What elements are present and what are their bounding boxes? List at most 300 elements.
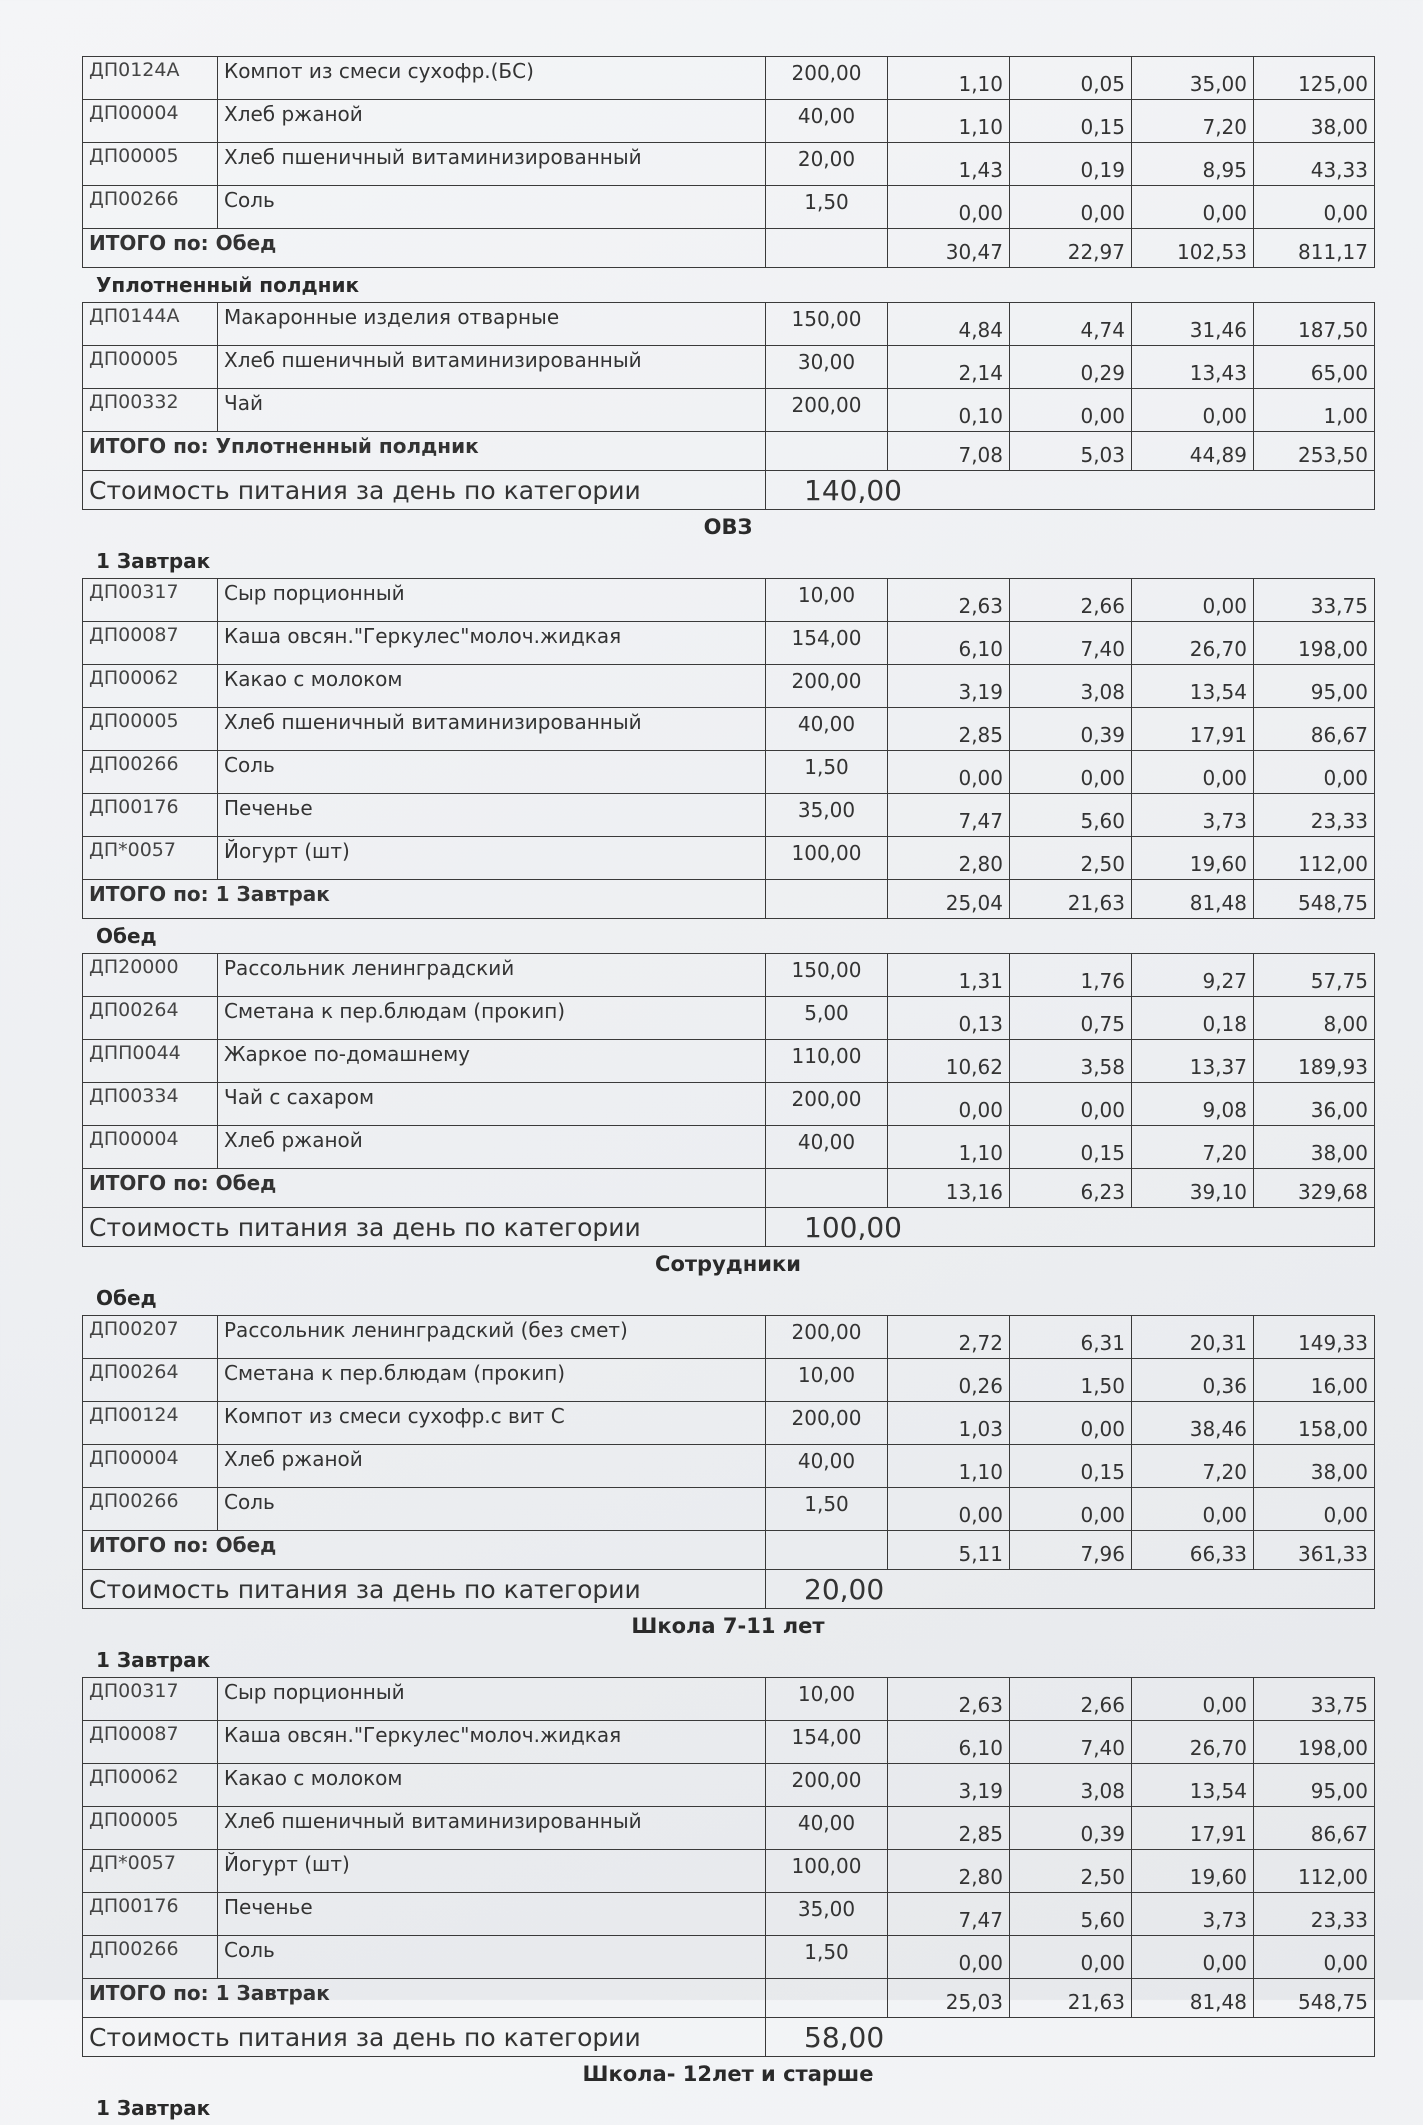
fats: 0,00 <box>1010 751 1132 794</box>
portion-weight: 200,00 <box>766 1402 888 1445</box>
item-code: ДП20000 <box>83 954 218 997</box>
fats: 1,76 <box>1010 954 1132 997</box>
portion-weight: 150,00 <box>766 954 888 997</box>
proteins: 1,31 <box>888 954 1010 997</box>
item-name: Макаронные изделия отварные <box>218 303 766 346</box>
item-name: Каша овсян."Геркулес"молоч.жидкая <box>218 1721 766 1764</box>
portion-weight: 154,00 <box>766 1721 888 1764</box>
calories: 125,00 <box>1254 57 1375 100</box>
portion-weight: 10,00 <box>766 1359 888 1402</box>
proteins: 7,47 <box>888 794 1010 837</box>
item-name: Хлеб пшеничный витаминизированный <box>218 1807 766 1850</box>
carbohydrates: 0,00 <box>1132 579 1254 622</box>
calories: 189,93 <box>1254 1040 1375 1083</box>
portion-weight: 40,00 <box>766 708 888 751</box>
menu-table <box>82 302 1375 510</box>
item-code: ДП00176 <box>83 1893 218 1936</box>
menu-table <box>82 1315 1375 1609</box>
calories: 149,33 <box>1254 1316 1375 1359</box>
proteins: 1,10 <box>888 1126 1010 1169</box>
table-row <box>83 1807 1375 1850</box>
total-proteins: 13,16 <box>888 1169 1010 1208</box>
fats: 0,29 <box>1010 346 1132 389</box>
daily-cost-value: 58,00 <box>766 2018 1375 2057</box>
total-empty-cell <box>766 432 888 471</box>
portion-weight: 1,50 <box>766 751 888 794</box>
item-name: Чай с сахаром <box>218 1083 766 1126</box>
calories: 57,75 <box>1254 954 1375 997</box>
table-row <box>83 1850 1375 1893</box>
item-code: ДП*0057 <box>83 1850 218 1893</box>
total-empty-cell <box>766 880 888 919</box>
calories: 38,00 <box>1254 1126 1375 1169</box>
fats: 5,60 <box>1010 794 1132 837</box>
calories: 16,00 <box>1254 1359 1375 1402</box>
item-code: ДП00266 <box>83 1936 218 1979</box>
table-row <box>83 100 1375 143</box>
item-code: ДП00207 <box>83 1316 218 1359</box>
carbohydrates: 7,20 <box>1132 100 1254 143</box>
carbohydrates: 13,43 <box>1132 346 1254 389</box>
carbohydrates: 17,91 <box>1132 708 1254 751</box>
daily-cost-row <box>83 2018 1375 2057</box>
category-heading: Школа 7-11 лет <box>631 1614 825 1638</box>
portion-weight: 30,00 <box>766 346 888 389</box>
portion-weight: 200,00 <box>766 389 888 432</box>
total-label: ИТОГО по: 1 Завтрак <box>83 880 766 919</box>
table-row <box>83 1936 1375 1979</box>
item-code: ДП*0057 <box>83 837 218 880</box>
item-name: Соль <box>218 751 766 794</box>
fats: 0,00 <box>1010 1936 1132 1979</box>
calories: 198,00 <box>1254 1721 1375 1764</box>
calories: 187,50 <box>1254 303 1375 346</box>
table-row <box>83 1488 1375 1531</box>
item-code: ДП00266 <box>83 1488 218 1531</box>
fats: 2,66 <box>1010 579 1132 622</box>
fats: 6,31 <box>1010 1316 1132 1359</box>
fats: 0,39 <box>1010 1807 1132 1850</box>
meal-heading: 1 Завтрак <box>96 1648 211 1672</box>
item-code: ДПП0044 <box>83 1040 218 1083</box>
daily-cost-row <box>83 1208 1375 1247</box>
calories: 0,00 <box>1254 186 1375 229</box>
carbohydrates: 17,91 <box>1132 1807 1254 1850</box>
item-code: ДП00264 <box>83 1359 218 1402</box>
calories: 112,00 <box>1254 1850 1375 1893</box>
table-row <box>83 1083 1375 1126</box>
proteins: 0,00 <box>888 751 1010 794</box>
item-code: ДП00005 <box>83 346 218 389</box>
proteins: 3,19 <box>888 665 1010 708</box>
item-name: Чай <box>218 389 766 432</box>
table-row <box>83 954 1375 997</box>
proteins: 2,14 <box>888 346 1010 389</box>
proteins: 2,85 <box>888 708 1010 751</box>
portion-weight: 1,50 <box>766 186 888 229</box>
item-code: ДП00087 <box>83 622 218 665</box>
item-code: ДП00005 <box>83 143 218 186</box>
proteins: 1,10 <box>888 1445 1010 1488</box>
calories: 23,33 <box>1254 1893 1375 1936</box>
fats: 0,05 <box>1010 57 1132 100</box>
total-label: ИТОГО по: Обед <box>83 1169 766 1208</box>
calories: 8,00 <box>1254 997 1375 1040</box>
carbohydrates: 13,54 <box>1132 1764 1254 1807</box>
menu-table <box>82 953 1375 1247</box>
carbohydrates: 3,73 <box>1132 794 1254 837</box>
table-row <box>83 794 1375 837</box>
table-row <box>83 143 1375 186</box>
fats: 0,15 <box>1010 100 1132 143</box>
fats: 3,58 <box>1010 1040 1132 1083</box>
portion-weight: 40,00 <box>766 1445 888 1488</box>
item-name: Жаркое по-домашнему <box>218 1040 766 1083</box>
item-name: Сметана к пер.блюдам (прокип) <box>218 997 766 1040</box>
total-label: ИТОГО по: Уплотненный полдник <box>83 432 766 471</box>
calories: 198,00 <box>1254 622 1375 665</box>
proteins: 2,63 <box>888 579 1010 622</box>
proteins: 0,10 <box>888 389 1010 432</box>
calories: 43,33 <box>1254 143 1375 186</box>
daily-cost-label: Стоимость питания за день по категории <box>83 471 766 510</box>
carbohydrates: 0,00 <box>1132 1488 1254 1531</box>
menu-table <box>82 1677 1375 2057</box>
carbohydrates: 19,60 <box>1132 1850 1254 1893</box>
fats: 7,40 <box>1010 622 1132 665</box>
category-heading: Сотрудники <box>655 1252 801 1276</box>
portion-weight: 200,00 <box>766 1764 888 1807</box>
fats: 0,00 <box>1010 1402 1132 1445</box>
total-carbohydrates: 39,10 <box>1132 1169 1254 1208</box>
proteins: 3,19 <box>888 1764 1010 1807</box>
table-row <box>83 837 1375 880</box>
item-name: Сметана к пер.блюдам (прокип) <box>218 1359 766 1402</box>
table-row <box>83 346 1375 389</box>
proteins: 0,00 <box>888 1083 1010 1126</box>
fats: 7,40 <box>1010 1721 1132 1764</box>
calories: 33,75 <box>1254 1678 1375 1721</box>
item-name: Йогурт (шт) <box>218 837 766 880</box>
portion-weight: 10,00 <box>766 1678 888 1721</box>
item-name: Соль <box>218 186 766 229</box>
table-row <box>83 57 1375 100</box>
proteins: 2,63 <box>888 1678 1010 1721</box>
item-name: Рассольник ленинградский <box>218 954 766 997</box>
portion-weight: 100,00 <box>766 1850 888 1893</box>
item-name: Компот из смеси сухофр.с вит С <box>218 1402 766 1445</box>
carbohydrates: 38,46 <box>1132 1402 1254 1445</box>
table-row <box>83 997 1375 1040</box>
carbohydrates: 7,20 <box>1132 1445 1254 1488</box>
proteins: 1,03 <box>888 1402 1010 1445</box>
table-row <box>83 708 1375 751</box>
fats: 0,19 <box>1010 143 1132 186</box>
calories: 0,00 <box>1254 1936 1375 1979</box>
item-code: ДП00334 <box>83 1083 218 1126</box>
item-name: Печенье <box>218 794 766 837</box>
total-label: ИТОГО по: Обед <box>83 1531 766 1570</box>
portion-weight: 150,00 <box>766 303 888 346</box>
carbohydrates: 31,46 <box>1132 303 1254 346</box>
item-code: ДП00004 <box>83 1126 218 1169</box>
fats: 3,08 <box>1010 665 1132 708</box>
total-carbohydrates: 81,48 <box>1132 880 1254 919</box>
calories: 86,67 <box>1254 708 1375 751</box>
total-label: ИТОГО по: 1 Завтрак <box>83 1979 766 2018</box>
portion-weight: 40,00 <box>766 1126 888 1169</box>
table-row <box>83 389 1375 432</box>
total-row <box>83 880 1375 919</box>
total-carbohydrates: 66,33 <box>1132 1531 1254 1570</box>
calories: 38,00 <box>1254 100 1375 143</box>
total-empty-cell <box>766 1531 888 1570</box>
fats: 2,50 <box>1010 837 1132 880</box>
calories: 65,00 <box>1254 346 1375 389</box>
item-name: Хлеб пшеничный витаминизированный <box>218 346 766 389</box>
calories: 0,00 <box>1254 1488 1375 1531</box>
portion-weight: 10,00 <box>766 579 888 622</box>
daily-cost-label: Стоимость питания за день по категории <box>83 2018 766 2057</box>
proteins: 0,26 <box>888 1359 1010 1402</box>
fats: 0,00 <box>1010 1488 1132 1531</box>
item-code: ДП00005 <box>83 1807 218 1850</box>
carbohydrates: 3,73 <box>1132 1893 1254 1936</box>
table-row <box>83 1721 1375 1764</box>
fats: 1,50 <box>1010 1359 1132 1402</box>
item-name: Соль <box>218 1936 766 1979</box>
item-code: ДП00087 <box>83 1721 218 1764</box>
portion-weight: 40,00 <box>766 1807 888 1850</box>
carbohydrates: 0,00 <box>1132 389 1254 432</box>
total-calories: 361,33 <box>1254 1531 1375 1570</box>
calories: 1,00 <box>1254 389 1375 432</box>
calories: 38,00 <box>1254 1445 1375 1488</box>
menu-table <box>82 56 1375 268</box>
item-code: ДП0124А <box>83 57 218 100</box>
calories: 0,00 <box>1254 751 1375 794</box>
total-calories: 811,17 <box>1254 229 1375 268</box>
total-fats: 7,96 <box>1010 1531 1132 1570</box>
total-carbohydrates: 44,89 <box>1132 432 1254 471</box>
table-row <box>83 1402 1375 1445</box>
proteins: 1,10 <box>888 57 1010 100</box>
meal-heading: Обед <box>96 1286 157 1310</box>
portion-weight: 200,00 <box>766 665 888 708</box>
table-row <box>83 751 1375 794</box>
item-code: ДП00317 <box>83 1678 218 1721</box>
proteins: 1,43 <box>888 143 1010 186</box>
portion-weight: 40,00 <box>766 100 888 143</box>
portion-weight: 200,00 <box>766 1083 888 1126</box>
item-code: ДП00005 <box>83 708 218 751</box>
calories: 33,75 <box>1254 579 1375 622</box>
carbohydrates: 26,70 <box>1132 622 1254 665</box>
table-row <box>83 1764 1375 1807</box>
item-name: Печенье <box>218 1893 766 1936</box>
item-name: Компот из смеси сухофр.(БС) <box>218 57 766 100</box>
proteins: 0,00 <box>888 1936 1010 1979</box>
item-code: ДП00004 <box>83 1445 218 1488</box>
total-fats: 21,63 <box>1010 880 1132 919</box>
carbohydrates: 8,95 <box>1132 143 1254 186</box>
total-empty-cell <box>766 1169 888 1208</box>
proteins: 0,00 <box>888 186 1010 229</box>
category-heading: ОВЗ <box>703 515 753 539</box>
total-row <box>83 1531 1375 1570</box>
carbohydrates: 19,60 <box>1132 837 1254 880</box>
item-name: Какао с молоком <box>218 665 766 708</box>
fats: 0,39 <box>1010 708 1132 751</box>
total-calories: 548,75 <box>1254 880 1375 919</box>
table-row <box>83 1445 1375 1488</box>
item-code: ДП00266 <box>83 186 218 229</box>
calories: 36,00 <box>1254 1083 1375 1126</box>
calories: 95,00 <box>1254 1764 1375 1807</box>
calories: 86,67 <box>1254 1807 1375 1850</box>
menu-document <box>82 56 1374 2125</box>
proteins: 2,72 <box>888 1316 1010 1359</box>
carbohydrates: 0,00 <box>1132 1678 1254 1721</box>
daily-cost-value: 140,00 <box>766 471 1375 510</box>
item-code: ДП00124 <box>83 1402 218 1445</box>
item-name: Рассольник ленинградский (без смет) <box>218 1316 766 1359</box>
carbohydrates: 13,54 <box>1132 665 1254 708</box>
portion-weight: 110,00 <box>766 1040 888 1083</box>
meal-heading: 1 Завтрак <box>96 549 211 573</box>
item-name: Каша овсян."Геркулес"молоч.жидкая <box>218 622 766 665</box>
calories: 112,00 <box>1254 837 1375 880</box>
proteins: 6,10 <box>888 622 1010 665</box>
category-heading: Школа- 12лет и старше <box>582 2062 874 2086</box>
portion-weight: 20,00 <box>766 143 888 186</box>
fats: 0,00 <box>1010 389 1132 432</box>
table-row <box>83 1678 1375 1721</box>
table-row <box>83 1040 1375 1083</box>
total-proteins: 5,11 <box>888 1531 1010 1570</box>
proteins: 2,85 <box>888 1807 1010 1850</box>
portion-weight: 5,00 <box>766 997 888 1040</box>
carbohydrates: 13,37 <box>1132 1040 1254 1083</box>
fats: 2,50 <box>1010 1850 1132 1893</box>
table-row <box>83 1893 1375 1936</box>
proteins: 1,10 <box>888 100 1010 143</box>
carbohydrates: 35,00 <box>1132 57 1254 100</box>
proteins: 0,00 <box>888 1488 1010 1531</box>
carbohydrates: 0,00 <box>1132 1936 1254 1979</box>
carbohydrates: 9,08 <box>1132 1083 1254 1126</box>
calories: 158,00 <box>1254 1402 1375 1445</box>
total-row <box>83 1979 1375 2018</box>
item-code: ДП00004 <box>83 100 218 143</box>
total-proteins: 25,03 <box>888 1979 1010 2018</box>
item-code: ДП00332 <box>83 389 218 432</box>
item-name: Какао с молоком <box>218 1764 766 1807</box>
item-name: Хлеб ржаной <box>218 100 766 143</box>
item-code: ДП00264 <box>83 997 218 1040</box>
fats: 5,60 <box>1010 1893 1132 1936</box>
item-code: ДП00266 <box>83 751 218 794</box>
item-name: Хлеб пшеничный витаминизированный <box>218 143 766 186</box>
total-empty-cell <box>766 1979 888 2018</box>
proteins: 4,84 <box>888 303 1010 346</box>
fats: 4,74 <box>1010 303 1132 346</box>
carbohydrates: 7,20 <box>1132 1126 1254 1169</box>
calories: 23,33 <box>1254 794 1375 837</box>
proteins: 2,80 <box>888 837 1010 880</box>
item-name: Хлеб ржаной <box>218 1126 766 1169</box>
total-proteins: 30,47 <box>888 229 1010 268</box>
table-row <box>83 1316 1375 1359</box>
fats: 0,00 <box>1010 186 1132 229</box>
total-fats: 21,63 <box>1010 1979 1132 2018</box>
item-code: ДП00317 <box>83 579 218 622</box>
carbohydrates: 20,31 <box>1132 1316 1254 1359</box>
menu-table <box>82 578 1375 919</box>
proteins: 7,47 <box>888 1893 1010 1936</box>
total-empty-cell <box>766 229 888 268</box>
daily-cost-row <box>83 471 1375 510</box>
daily-cost-label: Стоимость питания за день по категории <box>83 1570 766 1609</box>
total-proteins: 7,08 <box>888 432 1010 471</box>
item-name: Хлеб пшеничный витаминизированный <box>218 708 766 751</box>
portion-weight: 1,50 <box>766 1488 888 1531</box>
portion-weight: 154,00 <box>766 622 888 665</box>
portion-weight: 35,00 <box>766 794 888 837</box>
meal-heading: 1 Завтрак <box>96 2096 211 2120</box>
fats: 0,15 <box>1010 1126 1132 1169</box>
proteins: 2,80 <box>888 1850 1010 1893</box>
carbohydrates: 0,36 <box>1132 1359 1254 1402</box>
fats: 2,66 <box>1010 1678 1132 1721</box>
table-row <box>83 1359 1375 1402</box>
total-row <box>83 432 1375 471</box>
carbohydrates: 0,18 <box>1132 997 1254 1040</box>
table-row <box>83 303 1375 346</box>
total-calories: 548,75 <box>1254 1979 1375 2018</box>
table-row <box>83 1126 1375 1169</box>
meal-heading: Обед <box>96 924 157 948</box>
item-code: ДП00176 <box>83 794 218 837</box>
table-row <box>83 579 1375 622</box>
proteins: 10,62 <box>888 1040 1010 1083</box>
portion-weight: 35,00 <box>766 1893 888 1936</box>
total-fats: 5,03 <box>1010 432 1132 471</box>
total-row <box>83 229 1375 268</box>
daily-cost-value: 20,00 <box>766 1570 1375 1609</box>
portion-weight: 1,50 <box>766 1936 888 1979</box>
carbohydrates: 0,00 <box>1132 751 1254 794</box>
portion-weight: 200,00 <box>766 1316 888 1359</box>
total-calories: 329,68 <box>1254 1169 1375 1208</box>
fats: 0,00 <box>1010 1083 1132 1126</box>
meal-heading: Уплотненный полдник <box>96 273 360 297</box>
table-row <box>83 186 1375 229</box>
fats: 3,08 <box>1010 1764 1132 1807</box>
total-carbohydrates: 81,48 <box>1132 1979 1254 2018</box>
daily-cost-label: Стоимость питания за день по категории <box>83 1208 766 1247</box>
calories: 95,00 <box>1254 665 1375 708</box>
item-name: Соль <box>218 1488 766 1531</box>
total-label: ИТОГО по: Обед <box>83 229 766 268</box>
total-proteins: 25,04 <box>888 880 1010 919</box>
item-name: Сыр порционный <box>218 579 766 622</box>
total-fats: 6,23 <box>1010 1169 1132 1208</box>
item-name: Хлеб ржаной <box>218 1445 766 1488</box>
fats: 0,15 <box>1010 1445 1132 1488</box>
total-fats: 22,97 <box>1010 229 1132 268</box>
carbohydrates: 9,27 <box>1132 954 1254 997</box>
